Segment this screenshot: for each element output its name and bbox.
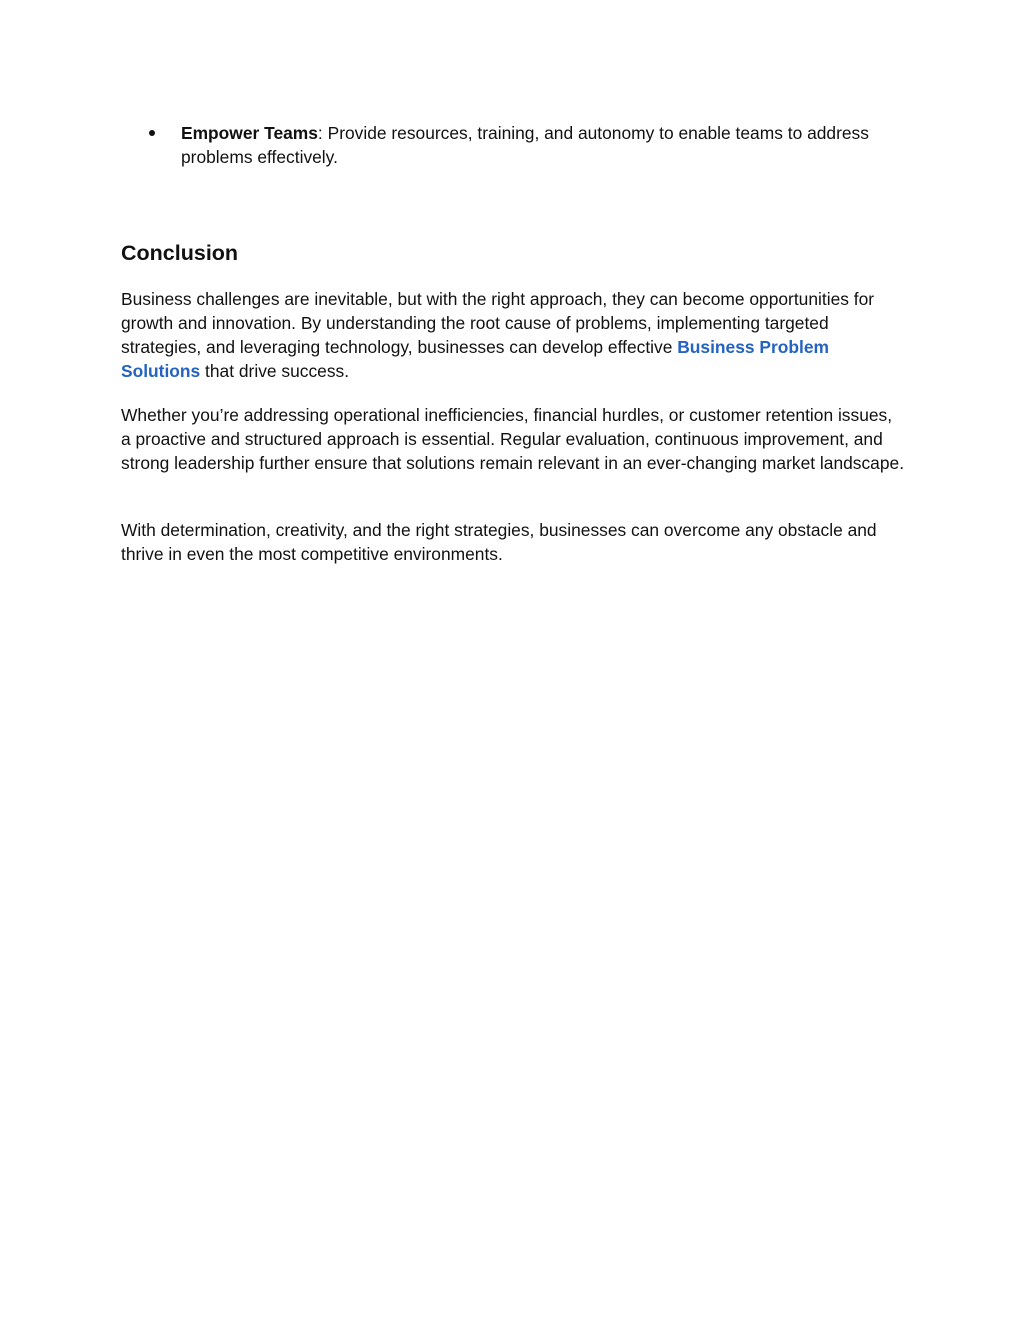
conclusion-paragraph-2: Whether you’re addressing operational inefficiencies, financial hurdles, or customer retention issues, a proactive and structured approach is essential. Regular evaluation, continuous improvement, and strong leadership further ensure that solutions remain relevant in an ever-changing market landscape. bbox=[121, 405, 905, 473]
section-heading: Conclusion bbox=[121, 241, 239, 265]
bullet-list bbox=[121, 121, 901, 169]
bullet-term: Empower Teams bbox=[181, 123, 318, 143]
conclusion-paragraph-3: With determination, creativity, and the right strategies, businesses can overcome any obstacle and thrive in even the most competitive environments. bbox=[121, 520, 877, 564]
bullet-icon bbox=[149, 130, 155, 136]
paragraph-text: that drive success. bbox=[200, 361, 350, 381]
bullet-text: Provide resources, training, and autonomy to enable teams to address problems effectively. bbox=[181, 123, 869, 167]
bullet-separator: : bbox=[317, 123, 328, 143]
conclusion-paragraph-1 bbox=[121, 287, 906, 383]
list-item bbox=[121, 121, 901, 169]
paragraph-text: Business challenges are inevitable, but with the right approach, they can become opportunities for growth and innovation. By understanding the root cause of problems, implementing targeted strategies, and leveraging technology, businesses can develop effective bbox=[121, 289, 875, 357]
business-problem-solutions-link[interactable]: Business Problem Solutions bbox=[121, 337, 829, 381]
